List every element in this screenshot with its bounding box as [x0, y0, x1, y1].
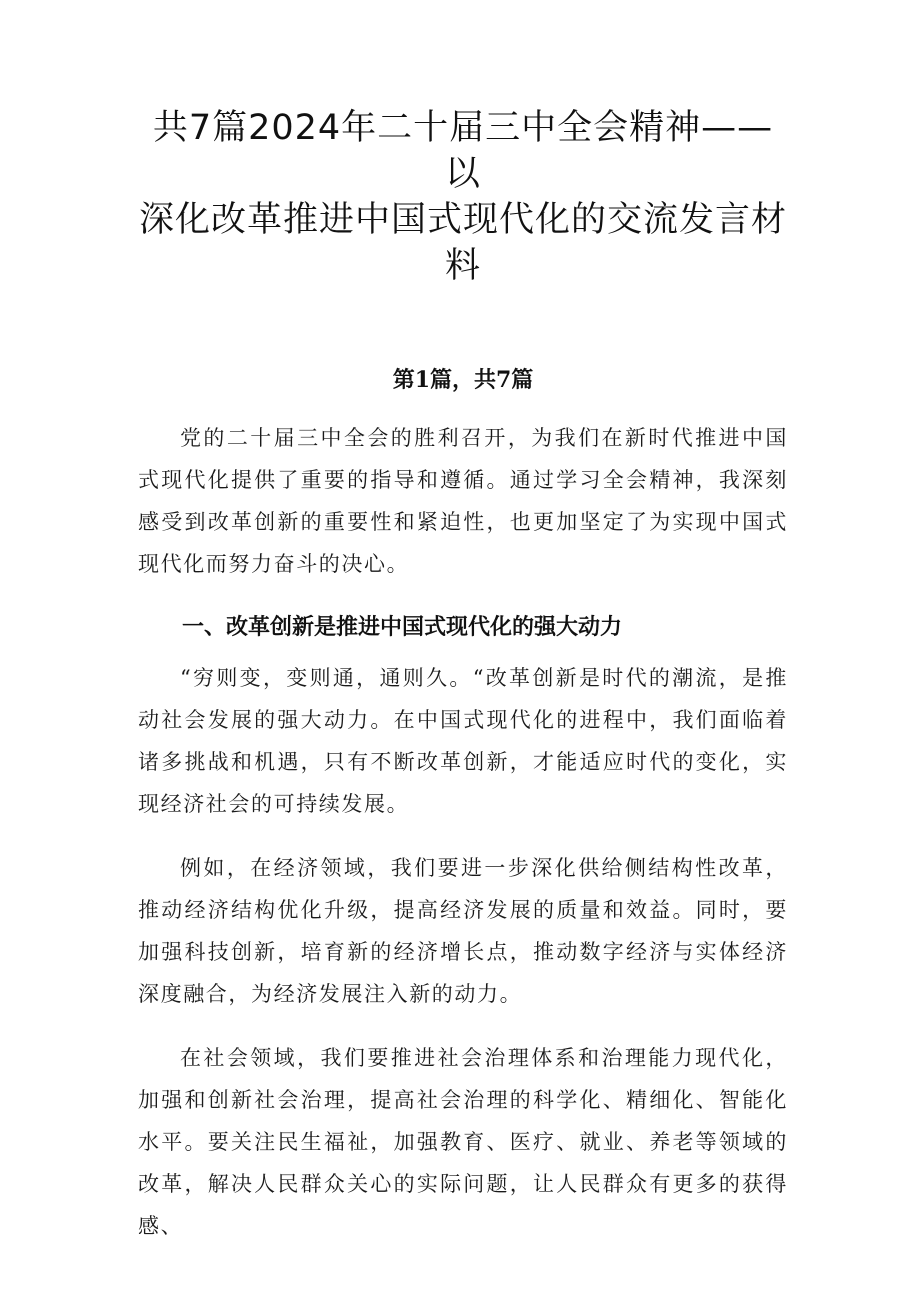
- document-title: [138, 105, 788, 289]
- paragraph-1: “穷则变，变则通，通则久。“改革创新是时代的潮流，是推动社会发展的强大动力。在中国式现代化的进程中，我们面临着诸多挑战和机遇，只有不断改革创新，才能适应时代的变化，实现经济社会的可持续发展。: [138, 666, 788, 816]
- title-line-2: 深化改革推进中国式现代化的交流发言材: [138, 200, 787, 240]
- title-line-1: 共7篇2024年二十届三中全会精神——以: [152, 108, 774, 194]
- section-heading-1: 一、改革创新是推进中国式现代化的强大动力: [182, 615, 623, 640]
- paragraph-2: 例如，在经济领域，我们要进一步深化供给侧结构性改革，推动经济结构优化升级，提高经济发展的质量和效益。同时，要加强科技创新，培育新的经济增长点，推动数字经济与实体经济深度融合，为经济发展注入新的动力。: [138, 856, 788, 1006]
- title-line-3: 料: [444, 246, 481, 286]
- paragraph-intro: 党的二十届三中全会的胜利召开，为我们在新时代推进中国式现代化提供了重要的指导和遵循。通过学习全会精神，我深刻感受到改革创新的重要性和紧迫性，也更加坚定了为实现中国式现代化而努力奋斗的决心。: [138, 426, 788, 576]
- paragraph-3: 在社会领域，我们要推进社会治理体系和治理能力现代化，加强和创新社会治理，提高社会治理的科学化、精细化、智能化水平。要关注民生福祉，加强教育、医疗、就业、养老等领域的改革，解决人民群众关心的实际问题，让人民群众有更多的获得感、: [138, 1046, 788, 1238]
- part-heading: 第1篇，共7篇: [392, 367, 534, 393]
